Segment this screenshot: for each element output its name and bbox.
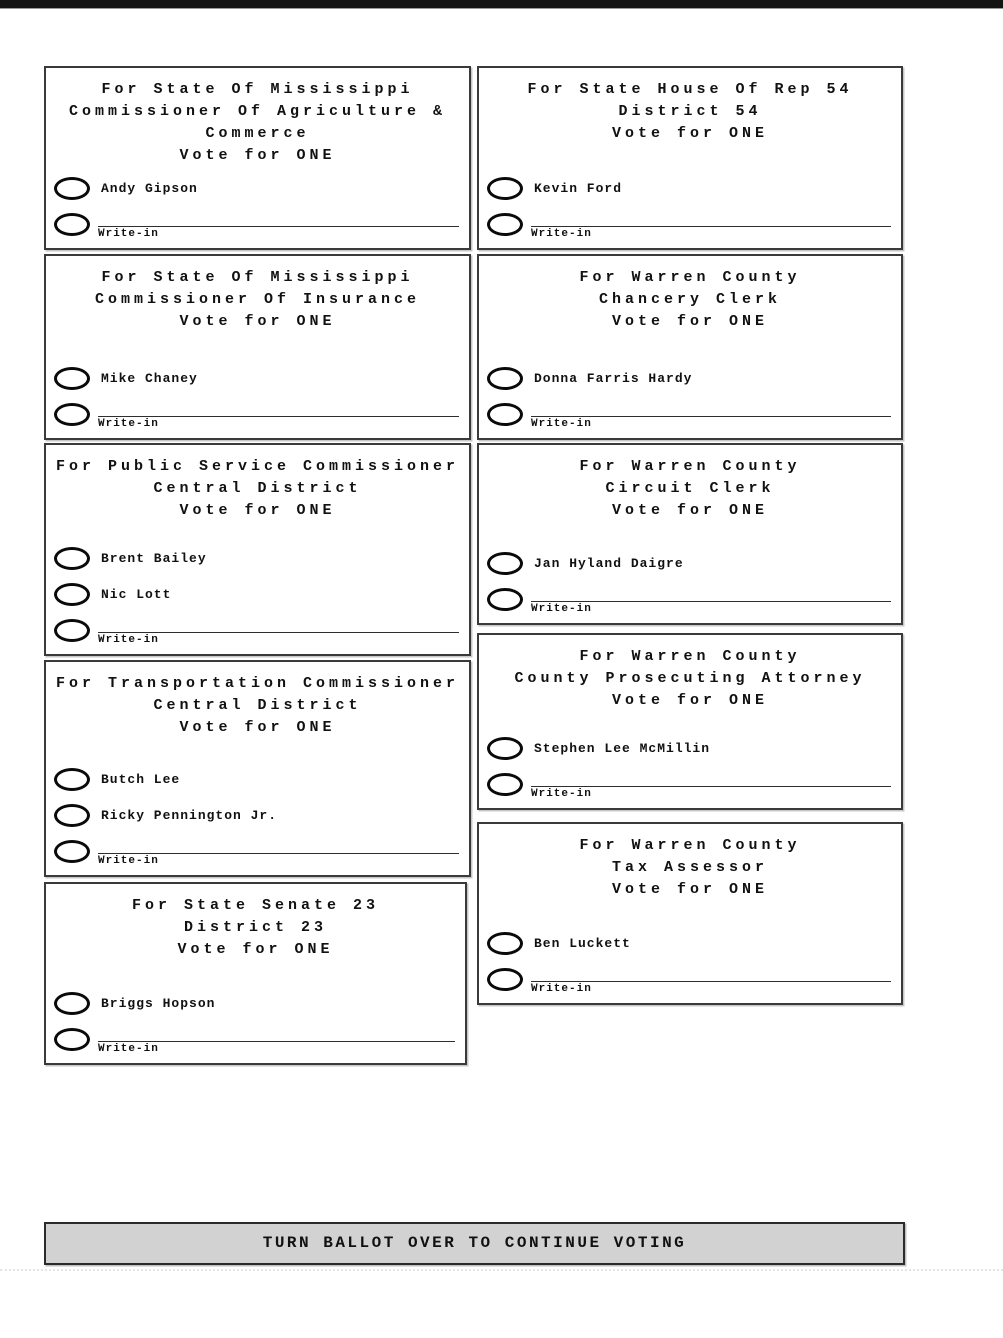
- vote-oval[interactable]: [487, 737, 523, 760]
- candidate-list: [485, 367, 895, 432]
- candidate-row: [487, 552, 893, 575]
- scan-edge-top: [0, 0, 1003, 9]
- vote-oval[interactable]: [54, 177, 90, 200]
- write-in-row: [487, 213, 893, 240]
- write-in-label: Write-in: [98, 634, 159, 646]
- write-in-label: Write-in: [98, 1043, 159, 1055]
- candidate-list: [52, 547, 463, 648]
- vote-oval[interactable]: [487, 367, 523, 390]
- write-in-line: [98, 1028, 455, 1042]
- contest-title: [485, 835, 895, 901]
- write-in-field[interactable]: [531, 403, 891, 430]
- write-in-row: [54, 403, 461, 430]
- contest-box-right-4: [477, 633, 903, 810]
- vote-oval[interactable]: [487, 588, 523, 611]
- contest-box-right-2: [477, 254, 903, 440]
- contest-title-line: Central District: [153, 480, 362, 497]
- candidate-name: Briggs Hopson: [101, 996, 216, 1011]
- write-in-line: [531, 773, 891, 787]
- write-in-label: Write-in: [531, 418, 592, 430]
- contest-title-line: For State Senate 23: [131, 897, 380, 914]
- write-in-row: [54, 840, 461, 867]
- contest-title-line: Commissioner Of Agriculture &: [68, 103, 447, 120]
- contest-title-line: Vote for ONE: [611, 125, 769, 142]
- contest-title: [485, 267, 895, 333]
- candidate-row: [54, 177, 461, 200]
- contest-title-line: District 54: [618, 103, 762, 120]
- write-in-field[interactable]: [98, 619, 459, 646]
- contest-box-right-3: [477, 443, 903, 625]
- candidate-row: [487, 367, 893, 390]
- vote-oval[interactable]: [487, 968, 523, 991]
- write-in-row: [54, 1028, 457, 1055]
- write-in-field[interactable]: [98, 403, 459, 430]
- write-in-field[interactable]: [98, 840, 459, 867]
- candidate-row: [54, 583, 461, 606]
- contest-title-line: Vote for ONE: [611, 313, 769, 330]
- contest-title: [52, 673, 463, 739]
- contest-title-line: County Prosecuting Attorney: [514, 670, 866, 687]
- write-in-line: [98, 619, 459, 633]
- vote-oval[interactable]: [487, 552, 523, 575]
- write-in-row: [487, 403, 893, 430]
- contest-title-line: Vote for ONE: [177, 941, 334, 958]
- write-in-field[interactable]: [531, 588, 891, 615]
- contest-title-line: Commerce: [205, 125, 310, 142]
- write-in-row: [487, 773, 893, 800]
- candidate-row: [54, 804, 461, 827]
- vote-oval[interactable]: [487, 403, 523, 426]
- contest-title-line: For Warren County: [579, 837, 801, 854]
- write-in-label: Write-in: [531, 788, 592, 800]
- contest-title-line: Vote for ONE: [179, 719, 336, 736]
- candidate-name: Andy Gipson: [101, 181, 198, 196]
- turn-ballot-over-banner: TURN BALLOT OVER TO CONTINUE VOTING: [44, 1222, 905, 1265]
- vote-oval[interactable]: [54, 583, 90, 606]
- candidate-name: Ricky Pennington Jr.: [101, 808, 278, 823]
- contest-title: [52, 79, 463, 167]
- contest-title-line: Central District: [153, 697, 362, 714]
- contest-box-right-5: [477, 822, 903, 1005]
- contest-title: [485, 79, 895, 145]
- contest-title: [52, 267, 463, 333]
- write-in-row: [487, 588, 893, 615]
- write-in-label: Write-in: [531, 983, 592, 995]
- perforation-line: [0, 1269, 1003, 1271]
- write-in-field[interactable]: [531, 773, 891, 800]
- write-in-line: [531, 213, 891, 227]
- candidate-name: Kevin Ford: [534, 181, 623, 196]
- contest-title-line: For State Of Mississippi: [101, 81, 414, 98]
- vote-oval[interactable]: [54, 619, 90, 642]
- contest-title-line: Vote for ONE: [611, 502, 769, 519]
- write-in-field[interactable]: [531, 968, 891, 995]
- contest-title-line: Vote for ONE: [611, 881, 769, 898]
- vote-oval[interactable]: [54, 992, 90, 1015]
- vote-oval[interactable]: [54, 367, 90, 390]
- contest-title-line: For Warren County: [579, 269, 801, 286]
- contest-title: [52, 456, 463, 522]
- candidate-name: Brent Bailey: [101, 551, 207, 566]
- contest-title-line: For State Of Mississippi: [101, 269, 414, 286]
- contest-title-line: Circuit Clerk: [605, 480, 775, 497]
- contest-title: [52, 895, 459, 961]
- vote-oval[interactable]: [54, 840, 90, 863]
- write-in-row: [54, 619, 461, 646]
- candidate-list: [485, 737, 895, 802]
- write-in-label: Write-in: [98, 228, 159, 240]
- contest-title-line: District 23: [183, 919, 328, 936]
- ballot-column-left: [44, 66, 471, 1065]
- candidate-row: [487, 737, 893, 760]
- write-in-line: [531, 968, 891, 982]
- vote-oval[interactable]: [487, 773, 523, 796]
- contest-box-left-3: [44, 443, 471, 656]
- contest-title-line: For Public Service Commissioner: [55, 458, 460, 475]
- ballot-column-right: [477, 66, 903, 1005]
- candidate-list: [485, 552, 895, 617]
- candidate-row: [487, 932, 893, 955]
- write-in-label: Write-in: [531, 228, 592, 240]
- write-in-label: Write-in: [98, 855, 159, 867]
- contest-title-line: Vote for ONE: [611, 692, 769, 709]
- candidate-list: [52, 367, 463, 432]
- candidate-name: Jan Hyland Daigre: [534, 556, 684, 571]
- vote-oval[interactable]: [487, 932, 523, 955]
- vote-oval[interactable]: [54, 213, 90, 236]
- candidate-name: Donna Farris Hardy: [534, 371, 693, 386]
- contest-title: [485, 646, 895, 712]
- contest-title-line: Vote for ONE: [179, 147, 336, 164]
- contest-box-left-2: [44, 254, 471, 440]
- write-in-line: [98, 213, 459, 227]
- contest-box-left-1: [44, 66, 471, 250]
- write-in-line: [531, 403, 891, 417]
- write-in-field[interactable]: [98, 1028, 455, 1055]
- candidate-name: Stephen Lee McMillin: [534, 741, 711, 756]
- vote-oval[interactable]: [54, 403, 90, 426]
- candidate-row: [487, 177, 893, 200]
- write-in-row: [54, 213, 461, 240]
- contest-title-line: Tax Assessor: [611, 859, 769, 876]
- candidate-list: [485, 177, 895, 242]
- candidate-name: Ben Luckett: [534, 936, 631, 951]
- candidate-row: [54, 547, 461, 570]
- contest-box-left-5: [44, 882, 467, 1065]
- write-in-line: [98, 403, 459, 417]
- write-in-label: Write-in: [531, 603, 592, 615]
- contest-title-line: For State House Of Rep 54: [527, 81, 853, 98]
- candidate-row: [54, 768, 461, 791]
- candidate-row: [54, 992, 457, 1015]
- write-in-row: [487, 968, 893, 995]
- candidate-name: Butch Lee: [101, 772, 181, 787]
- contest-title-line: For Warren County: [579, 458, 801, 475]
- contest-title-line: Vote for ONE: [179, 502, 336, 519]
- contest-title-line: Chancery Clerk: [598, 291, 782, 308]
- candidate-row: [54, 367, 461, 390]
- candidate-list: [52, 177, 463, 242]
- candidate-name: Nic Lott: [101, 587, 172, 602]
- vote-oval[interactable]: [54, 804, 90, 827]
- contest-title-line: For Transportation Commissioner: [55, 675, 460, 692]
- contest-box-right-1: [477, 66, 903, 250]
- vote-oval[interactable]: [54, 1028, 90, 1051]
- contest-title-line: For Warren County: [579, 648, 801, 665]
- write-in-line: [98, 840, 459, 854]
- contest-title-line: Vote for ONE: [179, 313, 336, 330]
- write-in-field[interactable]: [531, 213, 891, 240]
- write-in-line: [531, 588, 891, 602]
- contest-title-line: Commissioner Of Insurance: [94, 291, 421, 308]
- vote-oval[interactable]: [54, 768, 90, 791]
- contest-title: [485, 456, 895, 522]
- vote-oval[interactable]: [487, 213, 523, 236]
- vote-oval[interactable]: [487, 177, 523, 200]
- write-in-field[interactable]: [98, 213, 459, 240]
- contest-box-left-4: [44, 660, 471, 877]
- vote-oval[interactable]: [54, 547, 90, 570]
- candidate-list: [52, 992, 459, 1057]
- candidate-list: [52, 768, 463, 869]
- candidate-list: [485, 932, 895, 997]
- write-in-label: Write-in: [98, 418, 159, 430]
- candidate-name: Mike Chaney: [101, 371, 198, 386]
